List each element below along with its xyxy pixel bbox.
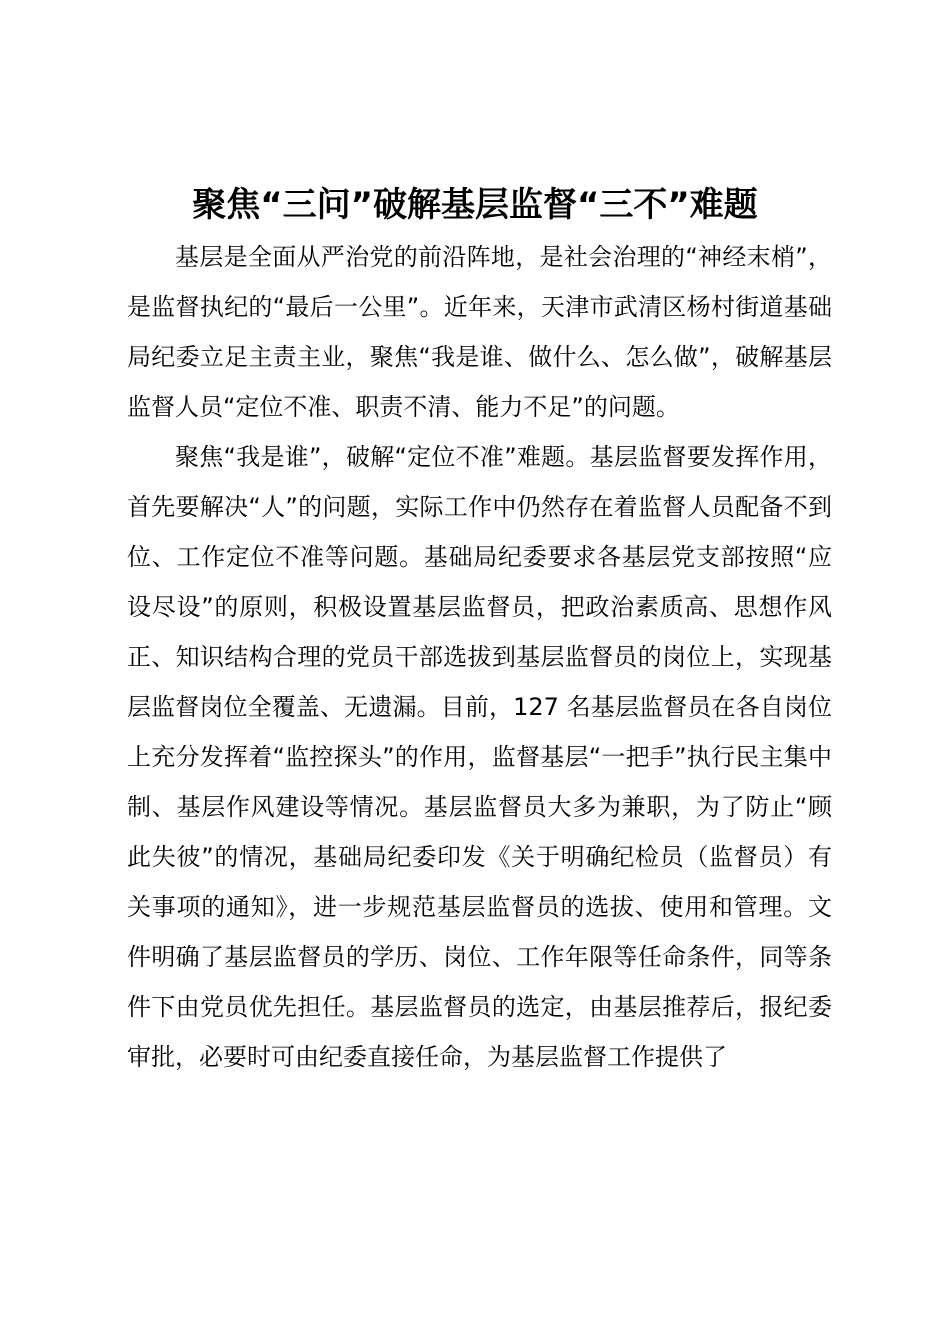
document-body — [127, 232, 832, 1082]
paragraph-who-am-i: 聚焦“我是谁”，破解“定位不准”难题。基层监督要发挥作用，首先要解决“人”的问题，实际工作中仍然存在着监督人员配备不到位、工作定位不准等问题。基础局纪委要求各基层党支部按照“应设尽设”的原则，积极设置基层监督员，把政治素质高、思想作风正、知识结构合理的党员干部选拔到基层监督员的岗位上，实现基层监督岗位全覆盖、无遗漏。目前，127 名基层监督员在各自岗位上充分发挥着“监控探头”的作用，监督基层“一把手”执行民主集中制、基层作风建设等情况。基层监督员大多为兼职，为了防止“顾此失彼”的情况，基础局纪委印发《关于明确纪检员（监督员）有关事项的通知》，进一步规范基层监督员的选拔、使用和管理。文件明确了基层监督员的学历、岗位、工作年限等任命条件，同等条件下由党员优先担任。基层监督员的选定，由基层推荐后，报纪委审批，必要时可由纪委直接任命，为基层监督工作提供了 — [127, 443, 832, 1071]
paragraph-intro: 基层是全面从严治党的前沿阵地，是社会治理的“神经末梢”，是监督执纪的“最后一公里”。近年来，天津市武清区杨村街道基础局纪委立足主责主业，聚焦“我是谁、做什么、怎么做”，破解基层监督人员“定位不准、职责不清、能力不足”的问题。 — [127, 243, 832, 421]
document-title: 聚焦“三问”破解基层监督“三不”难题 — [192, 185, 758, 225]
